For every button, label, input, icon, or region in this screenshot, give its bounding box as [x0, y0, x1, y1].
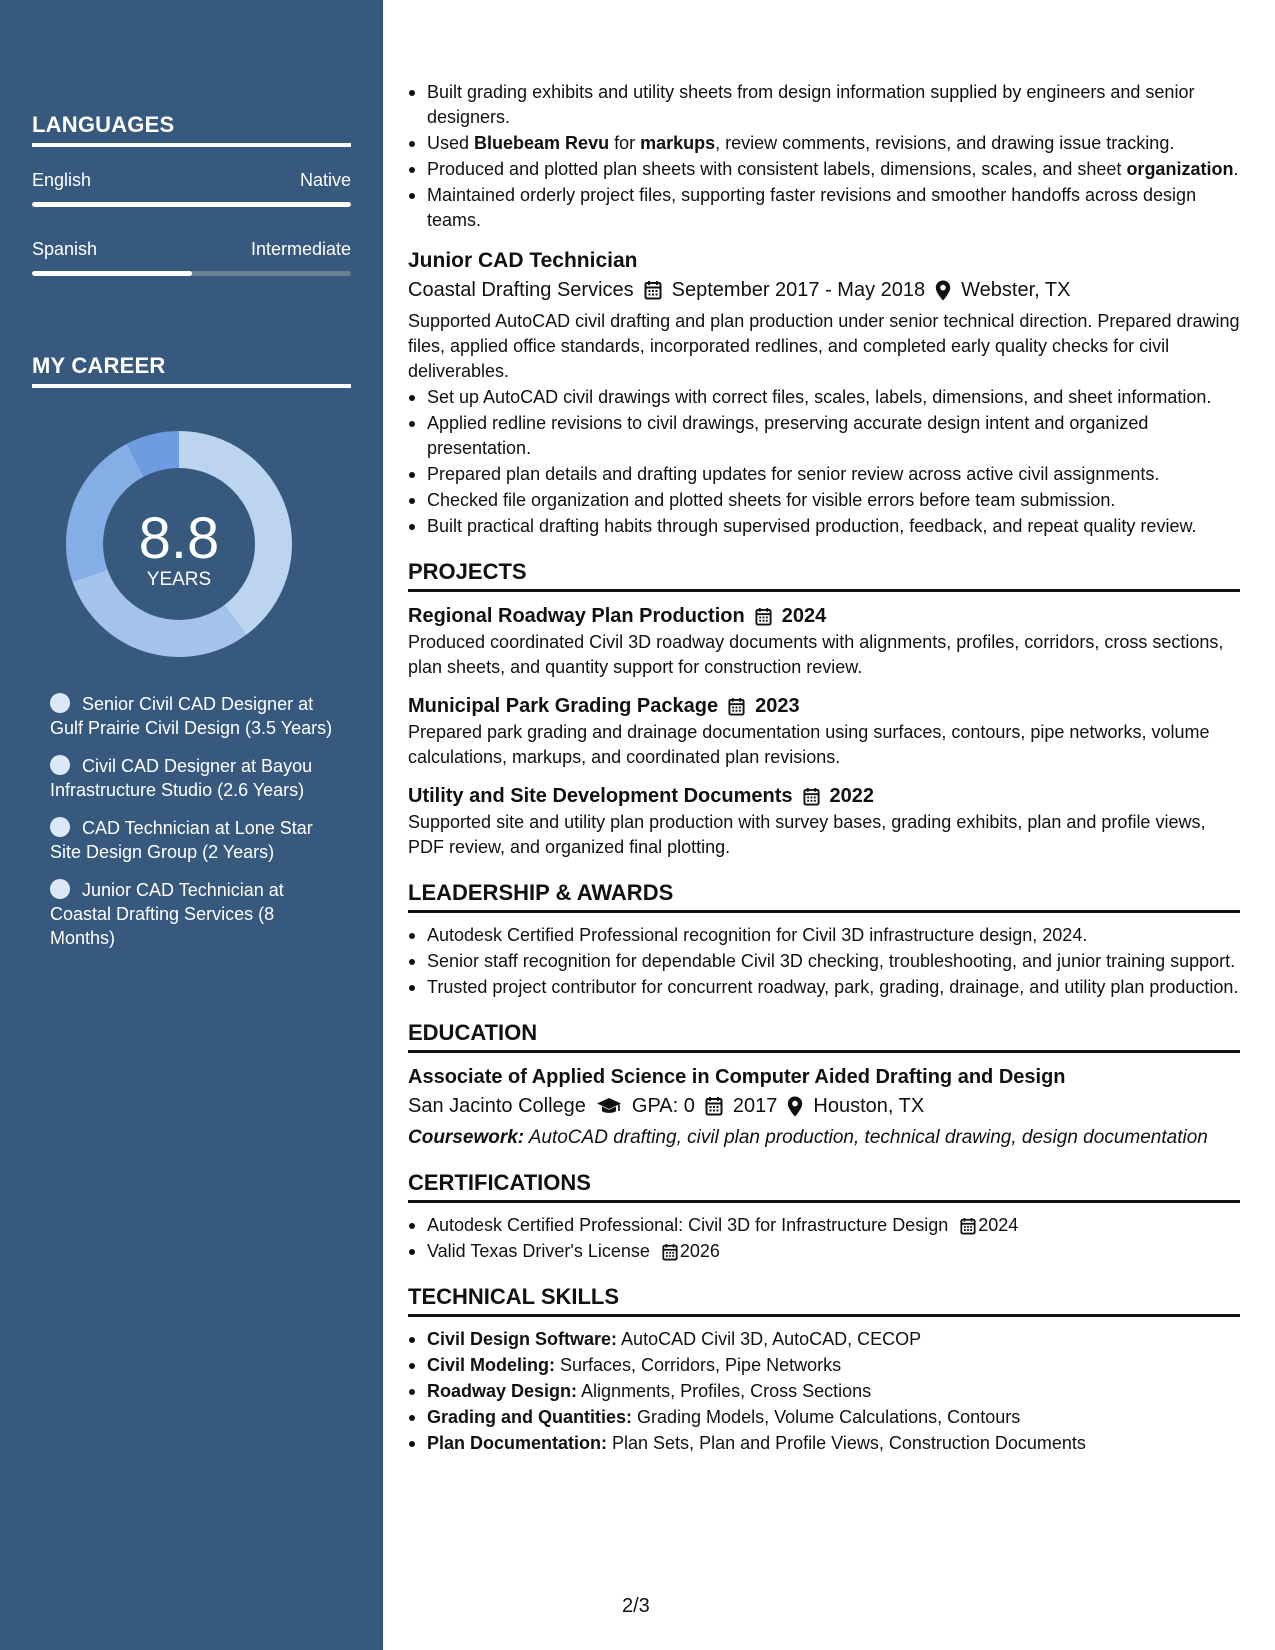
legend-item [50, 692, 340, 740]
section-rule [408, 1314, 1240, 1317]
language-level: Intermediate [250, 239, 351, 259]
project-description: Produced coordinated Civil 3D roadway documents with alignments, profiles, corridors, cross sections, plan sheets, and quantity support for construction review. [408, 632, 1224, 677]
legend-label: Junior CAD Technician at Coastal Drafting Services (8 Months) [50, 880, 284, 948]
career-unit: YEARS [146, 569, 212, 590]
skills-list [408, 1327, 1240, 1456]
calendar-icon [960, 1217, 976, 1235]
certification-item [408, 1213, 1240, 1238]
legend-label: Civil CAD Designer at Bayou Infrastructure Studio (2.6 Years) [50, 756, 313, 800]
graduation-cap-icon [596, 1096, 622, 1116]
project-title [408, 602, 1240, 630]
language-name: English [32, 170, 92, 190]
degree-title: Associate of Applied Science in Computer Aided Drafting and Design [408, 1066, 1066, 1088]
job-location: Webster, TX [961, 279, 1071, 301]
bullet-item: Senior staff recognition for dependable Civil 3D checking, troubleshooting, and junior training support. [408, 949, 1240, 974]
gpa: GPA: 0 [631, 1095, 695, 1117]
language-bar-english [32, 202, 351, 207]
certification-list [408, 1213, 1240, 1264]
calendar-icon [803, 787, 820, 806]
section-rule [408, 1200, 1240, 1203]
company-name: Coastal Drafting Services [408, 279, 634, 301]
language-row-english [32, 170, 351, 191]
legend-label: CAD Technician at Lone Star Site Design Group (2 Years) [50, 818, 313, 862]
legend-dot [50, 755, 70, 775]
bullet-item: Used Bluebeam Revu for markups, review comments, revisions, and drawing issue tracking. [408, 131, 1240, 156]
languages-title: LANGUAGES [32, 112, 175, 137]
previous-job-bullets [408, 80, 1240, 233]
page-number-text: 2/3 [622, 1595, 650, 1617]
bullet-item: Trusted project contributor for concurrent roadway, park, grading, drainage, and utility plan production. [408, 975, 1240, 1000]
languages-rule [32, 143, 351, 147]
skills-title: TECHNICAL SKILLS [408, 1284, 620, 1309]
language-bar-fill [32, 202, 351, 207]
bullet-item: Built grading exhibits and utility sheets from design information supplied by engineers and senior designers. [408, 80, 1240, 130]
calendar-icon [705, 1096, 723, 1116]
project-name: Regional Roadway Plan Production [408, 605, 745, 627]
coursework-text: AutoCAD drafting, civil plan production, technical drawing, design documentation [524, 1127, 1208, 1148]
project-description: Prepared park grading and drainage documentation using surfaces, contours, pipe networks, volume calculations, markups, and coordinated plan revisions. [408, 722, 1210, 767]
job-dates: September 2017 - May 2018 [671, 279, 926, 301]
map-pin-icon [935, 280, 951, 301]
legend-dot [50, 879, 70, 899]
job-title: Junior CAD Technician [408, 249, 638, 272]
project-title [408, 692, 1240, 720]
calendar-icon [728, 697, 745, 716]
leadership-bullets [408, 923, 1240, 1000]
language-bar-fill [32, 271, 192, 276]
bullet-item: Applied redline revisions to civil drawings, preserving accurate design intent and organized presentation. [408, 411, 1240, 461]
legend-item [50, 878, 340, 950]
language-bar-spanish [32, 271, 351, 276]
education-title: EDUCATION [408, 1020, 538, 1045]
education-meta [408, 1091, 1240, 1121]
skill-item: Grading and Quantities: Grading Models, Volume Calculations, Contours [408, 1405, 1240, 1430]
career-rule [32, 384, 351, 388]
legend-item [50, 754, 340, 802]
bullet-item: Maintained orderly project files, supporting faster revisions and smoother handoffs across design teams. [408, 183, 1240, 233]
career-legend [50, 692, 340, 964]
skill-item: Civil Modeling: Surfaces, Corridors, Pipe Networks [408, 1353, 1240, 1378]
calendar-icon [644, 280, 662, 300]
project-name: Utility and Site Development Documents [408, 785, 793, 807]
school-location: Houston, TX [813, 1095, 925, 1117]
section-rule [408, 910, 1240, 913]
certification-year: 2026 [679, 1241, 720, 1261]
skill-item: Roadway Design: Alignments, Profiles, Cross Sections [408, 1379, 1240, 1404]
legend-label: Senior Civil CAD Designer at Gulf Prairie Civil Design (3.5 Years) [50, 694, 333, 738]
job-summary: Supported AutoCAD civil drafting and plan production under senior technical direction. Prepared drawing files, applied office standards, incorporated redlines, and completed early quality checks for civil deliverables. [408, 311, 1240, 381]
project-year: 2024 [781, 605, 827, 627]
job-meta [408, 275, 1240, 305]
career-donut-chart [66, 431, 292, 657]
project-title [408, 782, 1240, 810]
legend-dot [50, 817, 70, 837]
calendar-icon [662, 1243, 678, 1261]
certification-name: Autodesk Certified Professional: Civil 3D for Infrastructure Design [427, 1215, 949, 1235]
bullet-item: Autodesk Certified Professional recognition for Civil 3D infrastructure design, 2024. [408, 923, 1240, 948]
project-name: Municipal Park Grading Package [408, 695, 719, 717]
career-total: 8.8 [138, 506, 220, 571]
projects-title: PROJECTS [408, 559, 527, 584]
language-row-spanish [32, 239, 351, 260]
project-description: Supported site and utility plan production with survey bases, grading exhibits, plan and profile views, PDF review, and organized final plotting. [408, 812, 1206, 857]
certification-year: 2024 [978, 1215, 1019, 1235]
language-level: Native [299, 170, 351, 190]
job-bullets [408, 385, 1240, 539]
language-name: Spanish [32, 239, 98, 259]
school-name: San Jacinto College [408, 1095, 586, 1117]
bullet-item: Built practical drafting habits through supervised production, feedback, and repeat quality review. [408, 514, 1240, 539]
section-rule [408, 1050, 1240, 1053]
section-rule [408, 589, 1240, 592]
certification-name: Valid Texas Driver's License [427, 1241, 650, 1261]
coursework-label: Coursework: [408, 1127, 525, 1148]
calendar-icon [755, 607, 772, 626]
sidebar [0, 0, 383, 1650]
legend-item [50, 816, 340, 864]
legend-dot [50, 693, 70, 713]
bullet-item: Prepared plan details and drafting updates for senior review across active civil assignments. [408, 462, 1240, 487]
certification-item [408, 1239, 1240, 1264]
skill-item: Plan Documentation: Plan Sets, Plan and Profile Views, Construction Documents [408, 1431, 1240, 1456]
coursework [408, 1125, 1240, 1150]
project-year: 2023 [755, 695, 800, 717]
main-content [408, 80, 1240, 1457]
bullet-item: Set up AutoCAD civil drawings with correct files, scales, labels, dimensions, and sheet information. [408, 385, 1240, 410]
bullet-item: Checked file organization and plotted sheets for visible errors before team submission. [408, 488, 1240, 513]
bullet-item: Produced and plotted plan sheets with consistent labels, dimensions, scales, and sheet organization. [408, 157, 1240, 182]
project-year: 2022 [829, 785, 875, 807]
graduation-year: 2017 [732, 1095, 778, 1117]
skill-item: Civil Design Software: AutoCAD Civil 3D, AutoCAD, CECOP [408, 1327, 1240, 1352]
leadership-title: LEADERSHIP & AWARDS [408, 880, 674, 905]
career-title: MY CAREER [32, 353, 166, 378]
certifications-title: CERTIFICATIONS [408, 1170, 591, 1195]
map-pin-icon [787, 1096, 803, 1117]
